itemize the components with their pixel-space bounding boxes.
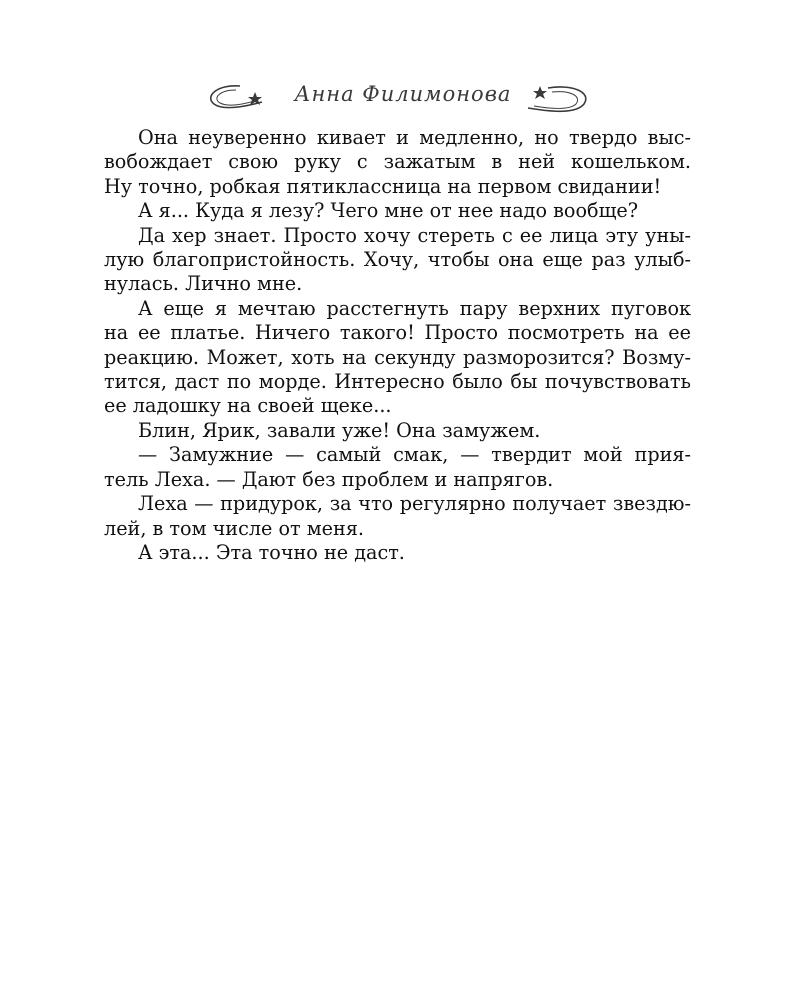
text-line: лей, в том числе от меня. [104,516,365,540]
text-line: А еще я мечтаю расстегнуть пару верхних пуговок [138,296,691,320]
text-line: реакцию. Может, хоть на секунду разморозится? Возму- [104,345,691,369]
text-line: на ее платье. Ничего такого! Просто посмотреть на ее [104,321,691,345]
text-line: Леха — придурок, за что регулярно получает звездю- [138,492,691,516]
text-line: тится, даст по морде. Интересно было бы почувствовать [104,370,691,394]
text-line: Блин, Ярик, завали уже! Она замужем. [138,418,541,442]
text-line: лую благопристойность. Хочу, чтобы она еще раз улыб- [104,248,691,272]
author-name: Анна Филимонова [294,82,512,106]
text-line: Да хер знает. Просто хочу стереть с ее лица эту уны- [138,223,691,247]
text-line: — Замужние — самый смак, — твердит мой прия- [138,443,691,467]
body-text [104,126,691,565]
running-header [200,74,600,124]
text-line: тель Леха. — Дают без проблем и напрягов. [104,467,554,491]
text-line: вобождает свою руку с зажатым в ней кошельком. [104,150,691,174]
text-line: ее ладошку на своей щеке... [104,394,392,418]
text-line: Она неуверенно кивает и медленно, но твердо выс- [138,126,691,149]
text-line: А эта... Эта точно не даст. [138,540,405,564]
text-line: нулась. Лично мне. [104,272,303,296]
text-line: Ну точно, робкая пятиклассница на первом свидании! [104,174,662,198]
text-line: А я... Куда я лезу? Чего мне от нее надо вообще? [138,199,639,223]
